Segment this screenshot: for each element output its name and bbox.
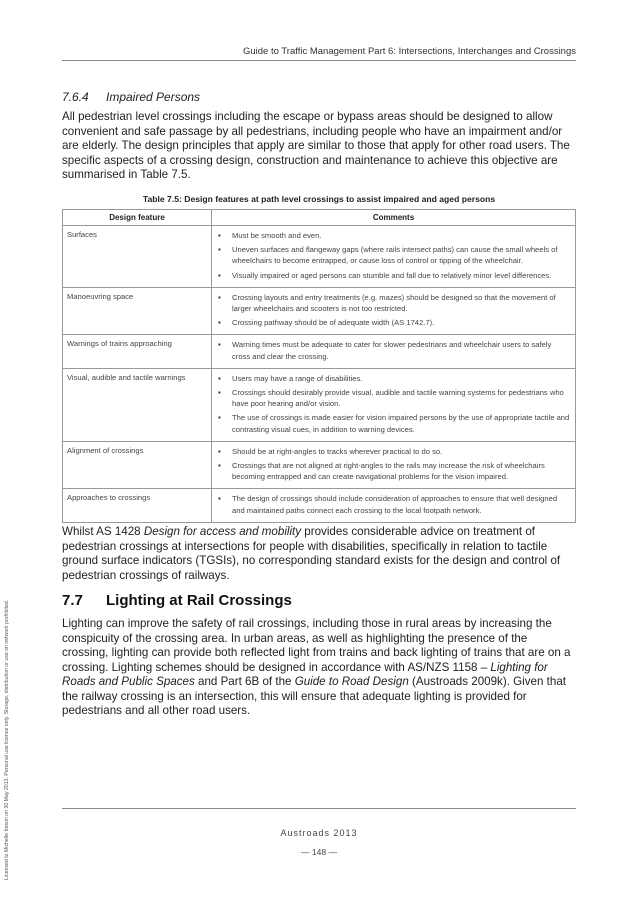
feature-cell: Manoeuvring space [63, 287, 212, 335]
section-number: 7.6.4 [62, 90, 89, 104]
header-divider [62, 60, 576, 61]
feature-cell: Surfaces [63, 226, 212, 288]
table-row [63, 287, 576, 335]
section-heading [62, 90, 200, 104]
comment-item: ▪ Crossing pathway should be of adequate width (AS 1742.7). [216, 317, 571, 328]
standards-paragraph [62, 525, 576, 583]
comment-item: ▪ Must be smooth and even. [216, 230, 571, 241]
feature-cell: Alignment of crossings [63, 441, 212, 489]
comment-item: ▪ Warning times must be adequate to cater for slower pedestrians and wheelchair users to safely cross and clear the crossing. [216, 339, 571, 361]
text-run: Whilst AS 1428 [62, 525, 144, 538]
guide-title-italic: Guide to Road Design [294, 675, 409, 688]
text-run: (Austroads 2009k). Given that the railway crossing is an intersection, this will ensure that adequate lighting is provided for pedestrians and all other road users. [62, 675, 567, 717]
comments-cell [212, 287, 576, 335]
licence-watermark: Licensed to Michelle Ireson on 30 May 2013. Personal use licence only. Storage, distribution or use on network prohibited. [4, 599, 10, 880]
section-number: 7.7 [62, 592, 83, 609]
lighting-paragraph [62, 617, 576, 719]
comment-item: ▪ Users may have a range of disabilities. [216, 373, 571, 384]
footer-organisation: Austroads 2013 [280, 828, 358, 838]
intro-paragraph: All pedestrian level crossings including the escape or bypass areas should be designed to allow convenient and safe passage by all pedestrians, including people who have an impairment and/or are elderly. The design principles that apply are similar to those that apply for other road users. The specific aspects of a crossing design, construction and maintenance to achieve this objective are summarised in Table 7.5. [62, 110, 570, 181]
table-header-row [63, 210, 576, 226]
text-run: and Part 6B of the [194, 675, 295, 688]
comment-item: ▪ The use of crossings is made easier for vision impaired persons by the use of appropriate tactile and contrasting visual cues, in addition to warning devices. [216, 412, 571, 434]
comments-cell [212, 335, 576, 368]
comment-item: ▪ Crossings that are not aligned at right-angles to the rails may increase the risk of wheelchairs becoming entrapped and can create navigational problems for the vision impaired. [216, 460, 571, 482]
table-row [63, 489, 576, 522]
column-header-comments: Comments [212, 210, 576, 226]
text-run: provides considerable advice on treatment of pedestrian crossings at intersections for people with disabilities, specifically in relation to tactile ground surface indicators (TGSIs), no corresponding standard exists for the design and control of pedestrian crossings of railways. [62, 525, 561, 582]
comments-cell [212, 441, 576, 489]
standard-title-italic: Lighting for Roads and Public Spaces [62, 660, 548, 688]
column-header-feature: Design feature [63, 210, 212, 226]
footer-divider [62, 808, 576, 809]
section-title: Lighting at Rail Crossings [106, 592, 292, 609]
table-row [63, 441, 576, 489]
comment-item: ▪ Uneven surfaces and flangeway gaps (where rails intersect paths) can cause the small wheels of wheelchairs to become entrapped, or cause loss of control or tipping of the wheelchair. [216, 244, 571, 266]
standard-title-italic: Design for access and mobility [143, 525, 302, 538]
design-features-table [62, 209, 576, 523]
comment-item: ▪ Visually impaired or aged persons can stumble and fall due to relatively minor level differences. [216, 270, 571, 281]
table-row [63, 335, 576, 368]
comments-cell [212, 368, 576, 441]
comment-item: ▪ Crossings should desirably provide visual, audible and tactile warning systems for pedestrians who have poor hearing and/or vision. [216, 387, 571, 409]
table-row [63, 226, 576, 288]
comment-item: ▪ Crossing layouts and entry treatments (e.g. mazes) should be designed so that the movement of larger wheelchairs and scooters is not too restricted. [216, 292, 571, 314]
feature-cell: Visual, audible and tactile warnings [63, 368, 212, 441]
comment-item: ▪ The design of crossings should include consideration of approaches to ensure that well designed and maintained paths connect each crossing to the local footpath network. [216, 493, 571, 515]
comment-item: ▪ Should be at right-angles to tracks wherever practical to do so. [216, 446, 571, 457]
section-heading-lighting [62, 592, 292, 609]
feature-cell: Approaches to crossings [63, 489, 212, 522]
table-caption: Table 7.5: Design features at path level crossings to assist impaired and aged persons [142, 194, 496, 204]
running-header: Guide to Traffic Management Part 6: Intersections, Interchanges and Crossings [242, 46, 576, 57]
table-row [63, 368, 576, 441]
text-run: Lighting can improve the safety of rail crossings, including those in rural areas by increasing the conspicuity of the crossing area. In urban areas, as well as highlighting the presence of the crossing, lighting can provide both reflected light from trains and back lighting of trains that are on a crossing. Lighting schemes should be designed in accordance with AS/NZS 1158 – [62, 617, 571, 674]
page-number: — 148 — [301, 847, 337, 857]
comments-cell [212, 226, 576, 288]
section-title: Impaired Persons [106, 90, 201, 104]
feature-cell: Warnings of trains approaching [63, 335, 212, 368]
comments-cell [212, 489, 576, 522]
